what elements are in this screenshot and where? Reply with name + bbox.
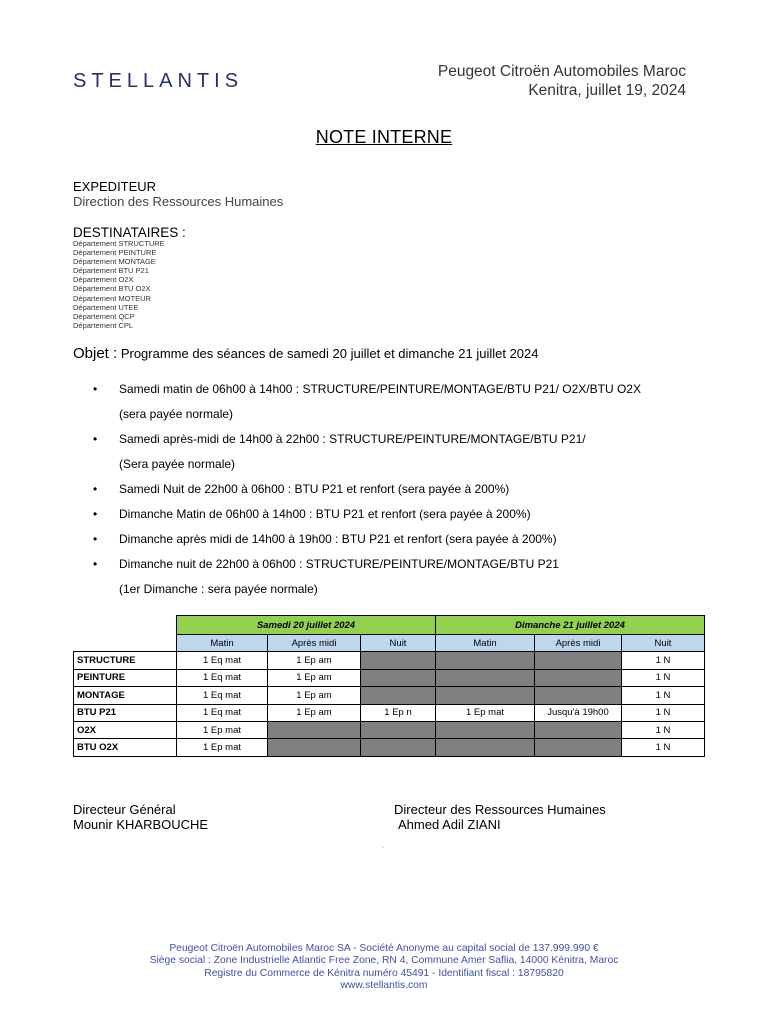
page-footer bbox=[0, 943, 768, 992]
row-department: MONTAGE bbox=[74, 687, 177, 704]
bullet-text: Dimanche après midi de 14h00 à 19h00 : BTU P21 et renfort (sera payée à 200%) bbox=[119, 532, 557, 546]
table-cell: 1 Ep mat bbox=[177, 739, 268, 756]
table-cell bbox=[268, 721, 361, 738]
bullet-icon: • bbox=[93, 482, 98, 496]
table-cell bbox=[436, 739, 535, 756]
bullet-item bbox=[93, 427, 641, 477]
table-cell: 1 Eq mat bbox=[177, 669, 268, 686]
bullet-icon: • bbox=[93, 557, 98, 571]
stellantis-logo bbox=[73, 70, 243, 92]
bullet-subtext: (sera payée normale) bbox=[119, 407, 234, 421]
table-cell bbox=[436, 687, 535, 704]
footer-line: Registre du Commerce de Kénitra numéro 45491 - Identifiant fiscal : 18795820 bbox=[204, 967, 564, 979]
table-cell: 1 N bbox=[622, 704, 705, 721]
table-row bbox=[74, 704, 705, 721]
day1-header: Samedi 20 juillet 2024 bbox=[177, 616, 436, 635]
row-department: BTU O2X bbox=[74, 739, 177, 756]
table-shift-header-row bbox=[74, 635, 705, 652]
objet-text: Programme des séances de samedi 20 juillet et dimanche 21 juillet 2024 bbox=[120, 346, 539, 361]
shift-header: Nuit bbox=[622, 635, 705, 652]
table-cell bbox=[535, 739, 622, 756]
expediteur-value: Direction des Ressources Humaines bbox=[73, 194, 284, 209]
table-cell: 1 N bbox=[622, 721, 705, 738]
row-department: BTU P21 bbox=[74, 704, 177, 721]
page-title: NOTE INTERNE bbox=[315, 127, 453, 147]
table-cell: 1 Ep mat bbox=[177, 721, 268, 738]
schedule-bullets bbox=[93, 377, 641, 602]
shift-header: Nuit bbox=[361, 635, 436, 652]
company-header bbox=[438, 62, 686, 100]
destinataire-item: Département MOTEUR bbox=[73, 293, 151, 303]
shift-header: Après midi bbox=[535, 635, 622, 652]
objet-label: Objet : bbox=[73, 345, 118, 362]
table-cell bbox=[436, 669, 535, 686]
schedule-body bbox=[74, 652, 705, 756]
expediteur-label: EXPEDITEUR bbox=[73, 179, 157, 194]
bullet-item bbox=[93, 502, 641, 527]
signature-left bbox=[73, 802, 208, 832]
destinataires-label: DESTINATAIRES : bbox=[73, 225, 186, 240]
bullet-item bbox=[93, 377, 641, 427]
footer-website: www.stellantis.com bbox=[340, 979, 428, 991]
bullet-text: Dimanche Matin de 06h00 à 14h00 : BTU P21 et renfort (sera payée à 200%) bbox=[119, 507, 531, 521]
table-cell: 1 Eq mat bbox=[177, 652, 268, 669]
table-cell: 1 Ep am bbox=[268, 669, 361, 686]
signature-right-title: Directeur des Ressources Humaines bbox=[394, 802, 606, 817]
destinataire-item: Département MONTAGE bbox=[73, 257, 156, 267]
table-cell: 1 Ep am bbox=[268, 652, 361, 669]
destinataire-item: Département STRUCTURE bbox=[73, 239, 165, 248]
footer-line: Siège social : Zone Industrielle Atlantic Free Zone, RN 4, Commune Amer Saflia, 14000 Kénitra, Maroc bbox=[149, 955, 619, 967]
bullet-item bbox=[93, 552, 641, 602]
table-cell: 1 N bbox=[622, 687, 705, 704]
footer-line: Peugeot Citroën Automobiles Maroc SA - Société Anonyme au capital social de 137.999.990 € bbox=[169, 943, 599, 954]
bullet-text: Dimanche nuit de 22h00 à 06h00 : STRUCTURE/PEINTURE/MONTAGE/BTU P21 bbox=[119, 557, 559, 571]
table-cell bbox=[361, 739, 436, 756]
shift-header: Matin bbox=[177, 635, 268, 652]
document-date: Kenitra, juillet 19, 2024 bbox=[528, 82, 686, 99]
bullet-icon: • bbox=[93, 432, 98, 446]
table-cell: 1 Ep am bbox=[268, 704, 361, 721]
bullet-text: Samedi après-midi de 14h00 à 22h00 : STRUCTURE/PEINTURE/MONTAGE/BTU P21/ bbox=[119, 432, 586, 446]
destinataire-item: Département O2X bbox=[73, 275, 134, 285]
table-cell bbox=[436, 652, 535, 669]
bullet-item bbox=[93, 527, 641, 552]
destinataire-item: Département BTU O2X bbox=[73, 284, 151, 294]
shift-header: Après midi bbox=[268, 635, 361, 652]
bullet-icon: • bbox=[93, 532, 98, 546]
destinataires-list bbox=[73, 239, 165, 330]
destinataire-item: Département CPL bbox=[73, 320, 134, 330]
table-cell bbox=[361, 669, 436, 686]
scan-speck: . bbox=[382, 843, 384, 850]
brand-wordmark: STELLANTIS bbox=[73, 70, 244, 92]
table-cell: 1 Ep am bbox=[268, 687, 361, 704]
table-cell bbox=[361, 652, 436, 669]
table-row bbox=[74, 652, 705, 669]
table-cell: 1 Ep n bbox=[361, 704, 436, 721]
row-department: O2X bbox=[74, 721, 177, 738]
table-cell: 1 Ep mat bbox=[436, 704, 535, 721]
bullet-text: Samedi matin de 06h00 à 14h00 : STRUCTURE/PEINTURE/MONTAGE/BTU P21/ O2X/BTU O2X bbox=[119, 382, 641, 396]
shift-header: Matin bbox=[436, 635, 535, 652]
table-cell bbox=[268, 739, 361, 756]
table-cell: 1 Eq mat bbox=[177, 687, 268, 704]
signature-left-name: Mounir KHARBOUCHE bbox=[73, 817, 209, 832]
table-cell bbox=[535, 669, 622, 686]
table-cell: 1 N bbox=[622, 652, 705, 669]
table-cell: 1 N bbox=[622, 739, 705, 756]
signature-right bbox=[394, 802, 606, 832]
destinataire-item: Département UTEE bbox=[73, 302, 139, 312]
table-cell bbox=[361, 721, 436, 738]
signature-left-title: Directeur Général bbox=[73, 802, 176, 817]
day2-header: Dimanche 21 juillet 2024 bbox=[436, 616, 705, 635]
table-cell bbox=[361, 687, 436, 704]
schedule-table bbox=[73, 615, 705, 757]
table-cell bbox=[535, 652, 622, 669]
bullet-subtext: (Sera payée normale) bbox=[119, 457, 236, 471]
table-cell bbox=[535, 687, 622, 704]
row-department: STRUCTURE bbox=[74, 652, 177, 669]
table-cell: 1 Eq mat bbox=[177, 704, 268, 721]
table-cell: Jusqu'à 19h00 bbox=[535, 704, 622, 721]
table-row bbox=[74, 669, 705, 686]
table-cell bbox=[535, 721, 622, 738]
company-name: Peugeot Citroën Automobiles Maroc bbox=[437, 63, 686, 80]
destinataire-item: Département BTU P21 bbox=[73, 266, 149, 276]
objet-line bbox=[73, 345, 539, 362]
signature-right-name: Ahmed Adil ZIANI bbox=[398, 817, 501, 832]
table-day-header-row bbox=[74, 616, 705, 635]
table-row bbox=[74, 687, 705, 704]
table-row bbox=[74, 739, 705, 756]
bullet-icon: • bbox=[93, 507, 98, 521]
bullet-icon: • bbox=[93, 382, 98, 396]
bullet-subtext: (1er Dimanche : sera payée normale) bbox=[119, 582, 318, 596]
table-corner bbox=[74, 616, 177, 635]
bullet-item bbox=[93, 477, 641, 502]
table-cell: 1 N bbox=[622, 669, 705, 686]
table-row bbox=[74, 721, 705, 738]
destinataire-item: Département PEINTURE bbox=[73, 248, 157, 258]
destinataire-item: Département QCP bbox=[73, 311, 135, 321]
table-corner bbox=[74, 635, 177, 652]
bullet-text: Samedi Nuit de 22h00 à 06h00 : BTU P21 et renfort (sera payée à 200%) bbox=[119, 482, 510, 496]
row-department: PEINTURE bbox=[74, 669, 177, 686]
table-cell bbox=[436, 721, 535, 738]
